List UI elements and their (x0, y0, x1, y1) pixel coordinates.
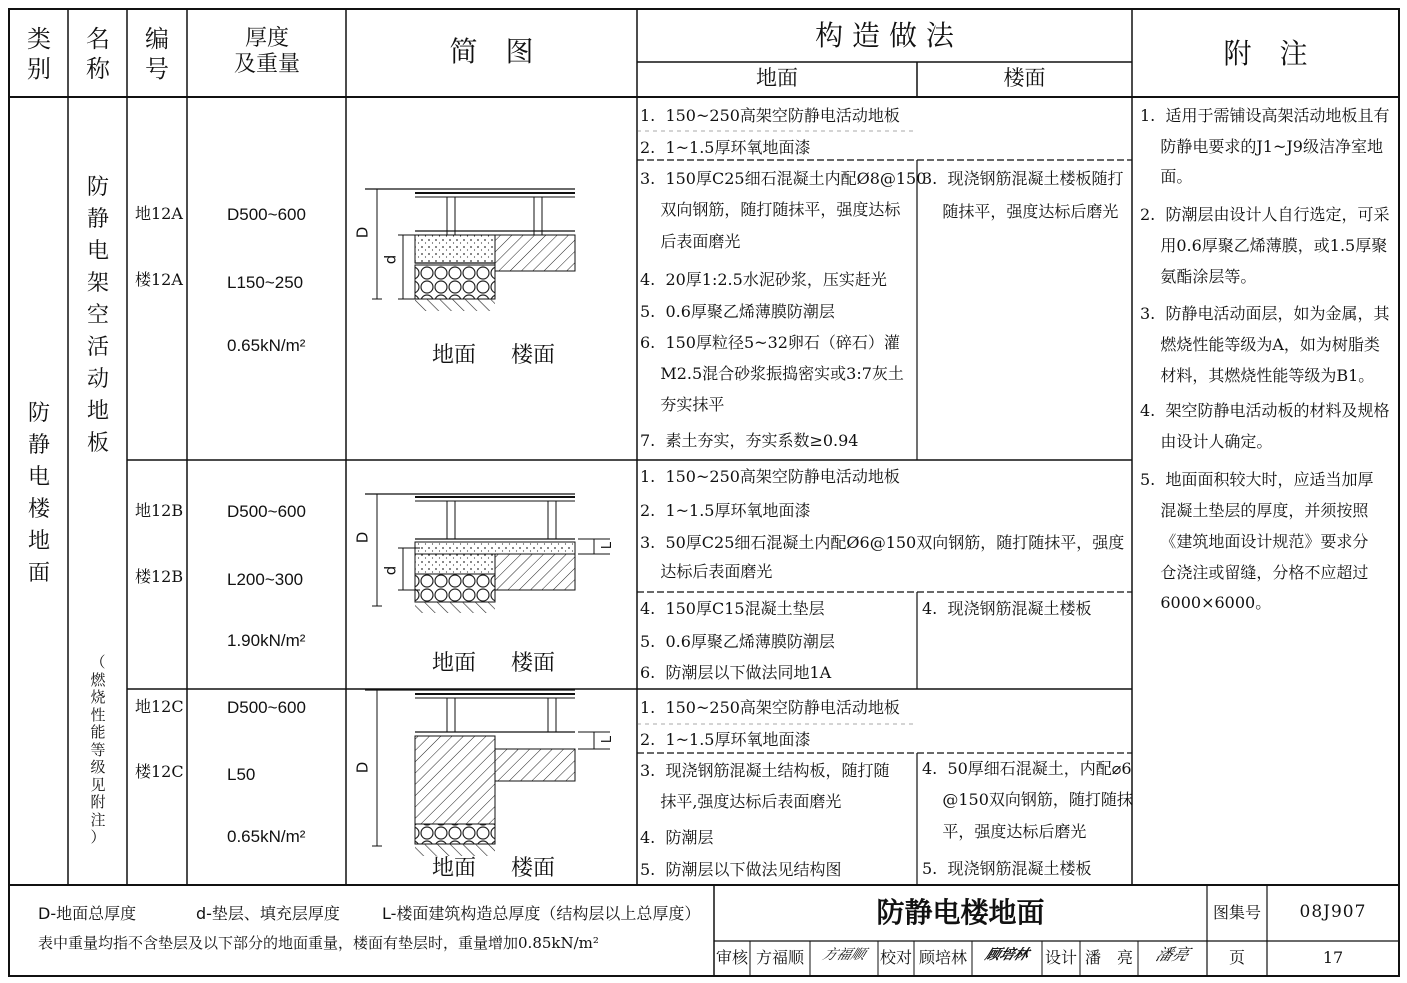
check-label: 校对 (879, 948, 912, 967)
atlas-label: 图集号 (1212, 903, 1261, 922)
ground-step: 4. 防潮层 (640, 828, 714, 847)
shared-step-12b-2: 2. 1~1.5厚环氧地面漆 (640, 501, 811, 520)
atlas-number: 08J907 (1299, 902, 1367, 922)
header-ground: 地面 (756, 66, 798, 90)
ground-step: 4. 150厚C15混凝土垫层 (640, 599, 825, 618)
note-line: 6000×6000。 (1140, 593, 1272, 612)
note-line: 防静电要求的J1~J9级洁净室地 (1140, 137, 1383, 156)
weight-12b: 1.90kN/m² (227, 631, 306, 650)
thickness-l-12a: L150~250 (227, 273, 304, 292)
designer-signature: 潘亮 (1153, 945, 1193, 964)
caption-floor-12b: 楼面 (511, 651, 556, 676)
caption-floor-12c: 楼面 (511, 856, 556, 881)
note-line: 4. 架空防静电活动板的材料及规格 (1140, 401, 1390, 420)
caption-ground-12b: 地面 (432, 651, 477, 676)
header-category: 类 别 (27, 25, 51, 83)
floor-step: 3. 现浇钢筋混凝土楼板随打 (922, 169, 1124, 188)
header-thickness: 厚度 及重量 (233, 26, 300, 77)
ground-step: 4. 20厚1:2.5水泥砂浆，压实赶光 (640, 270, 887, 289)
checker-name: 顾培林 (918, 948, 967, 967)
header-diagram: 简 图 (449, 35, 534, 68)
thickness-d-12b: D500~600 (227, 502, 306, 521)
section-diagram-12a (365, 189, 575, 311)
dim-label-small-d-12b: d (381, 565, 400, 576)
shared-step-12b-3: 3. 50厚C25细石混凝土内配Ø6@150双向钢筋，随打随抹平，强度 (640, 533, 1125, 552)
page-number: 17 (1322, 948, 1344, 967)
header-name: 名 称 (86, 25, 110, 83)
note-line: 氨酯涂层等。 (1140, 267, 1257, 286)
floor-step: 随抹平，强度达标后磨光 (922, 202, 1119, 221)
weight-note: 表中重量均指不含垫层及以下部分的地面重量，楼面有垫层时，重量增加0.85kN/m² (38, 934, 599, 952)
header-construction: 构 造 做 法 (815, 19, 954, 52)
ground-step: 6. 防潮层以下做法同地1A (640, 663, 832, 682)
note-line: 仓浇注或留缝，分格不应超过 (1140, 563, 1369, 582)
ground-step: 3. 现浇钢筋混凝土结构板，随打随 (640, 761, 890, 780)
floor-step: 4. 现浇钢筋混凝土楼板 (922, 599, 1092, 618)
design-label: 设计 (1044, 948, 1077, 967)
note-line: 由设计人确定。 (1140, 432, 1273, 451)
code-ground-12a: 地12A (135, 204, 183, 223)
legend-total-thickness: D-地面总厚度 (38, 904, 137, 923)
note-line: 混凝土垫层的厚度，并须按照 (1140, 501, 1369, 520)
shared-step-12a-2: 2. 1~1.5厚环氧地面漆 (640, 138, 811, 157)
ground-step: 7. 素土夯实，夯实系数≥0.94 (640, 431, 859, 450)
ground-step: 双向钢筋，随打随抹平，强度达标 (640, 200, 901, 219)
ground-step: 抹平,强度达标后表面磨光 (640, 792, 842, 811)
note-line: 用0.6厚聚乙烯薄膜，或1.5厚聚 (1140, 236, 1388, 255)
floor-step: 4. 50厚细石混凝土，内配⌀6 (922, 759, 1132, 778)
page-label: 页 (1228, 948, 1245, 967)
legend-cushion-thickness: d-垫层、填充层厚度 (196, 904, 340, 923)
caption-ground-12a: 地面 (432, 343, 477, 368)
shared-step-12c-2: 2. 1~1.5厚环氧地面漆 (640, 730, 811, 749)
code-floor-12a: 楼12A (135, 270, 183, 289)
ground-step: 5. 防潮层以下做法见结构图 (640, 860, 842, 879)
note-line: 5. 地面面积较大时，应适当加厚 (1140, 470, 1374, 489)
ground-step: 夯实抹平 (640, 395, 725, 414)
ground-step: 后表面磨光 (640, 232, 741, 251)
dim-label-small-d-12a: d (381, 254, 400, 265)
dim-label-d-12b: D (353, 531, 372, 544)
caption-floor-12a: 楼面 (511, 343, 556, 368)
note-line: 《建筑地面设计规范》要求分 (1140, 532, 1369, 551)
section-diagram-12c (365, 690, 610, 856)
note-line: 燃烧性能等级为A，如为树脂类 (1140, 335, 1380, 354)
ground-step: 5. 0.6厚聚乙烯薄膜防潮层 (640, 302, 835, 321)
floor-step: 平，强度达标后磨光 (922, 822, 1087, 841)
header-notes: 附 注 (1223, 37, 1308, 70)
ground-step: M2.5混合砂浆振捣密实或3:7灰土 (640, 364, 904, 383)
note-line: 材料，其燃烧性能等级为B1。 (1140, 366, 1375, 385)
code-floor-12c: 楼12C (135, 762, 184, 781)
designer-name: 潘 亮 (1084, 948, 1133, 967)
floor-step: @150双向钢筋，随打随抹 (922, 790, 1133, 809)
code-ground-12b: 地12B (135, 501, 184, 520)
shared-step-12a-1: 1. 150~250高架空防静电活动地板 (640, 106, 900, 125)
thickness-l-12c: L50 (227, 765, 256, 784)
caption-ground-12c: 地面 (432, 856, 477, 881)
checker-signature: 顾培林 (983, 947, 1031, 963)
sheet-title: 防静电楼地面 (876, 896, 1045, 929)
note-line: 面。 (1140, 167, 1193, 186)
ground-step: 5. 0.6厚聚乙烯薄膜防潮层 (640, 632, 835, 651)
note-line: 1. 适用于需铺设高架活动地板且有 (1140, 106, 1390, 125)
review-label: 审核 (715, 948, 748, 967)
item-name: 防 静 电 架 空 活 动 地 板 (86, 175, 109, 456)
floor-step: 5. 现浇钢筋混凝土楼板 (922, 859, 1092, 878)
dim-label-l-12b: L (600, 541, 616, 550)
item-name-note: （ 燃 烧 性 能 等 级 见 附 注 ） (90, 653, 106, 846)
shared-step-12b-1: 1. 150~250高架空防静电活动地板 (640, 467, 900, 486)
thickness-d-12c: D500~600 (227, 698, 306, 717)
weight-12a: 0.65kN/m² (227, 336, 306, 355)
shared-step-12c-1: 1. 150~250高架空防静电活动地板 (640, 698, 900, 717)
weight-12c: 0.65kN/m² (227, 827, 306, 846)
thickness-d-12a: D500~600 (227, 205, 306, 224)
header-floor: 楼面 (1003, 66, 1046, 90)
code-ground-12c: 地12C (135, 697, 184, 716)
shared-step-12b-4: 达标后表面磨光 (640, 562, 773, 581)
code-floor-12b: 楼12B (135, 567, 184, 586)
ground-step: 3. 150厚C25细石混凝土内配Ø8@150 (640, 169, 927, 188)
dim-label-d-12a: D (353, 226, 372, 239)
note-line: 2. 防潮层由设计人自行选定，可采 (1140, 205, 1390, 224)
dim-label-d-12c: D (353, 761, 372, 774)
category-label: 防 静 电 楼 地 面 (27, 401, 50, 586)
ground-step: 6. 150厚粒径5~32卵石（碎石）灌 (640, 333, 900, 352)
note-line: 3. 防静电活动面层，如为金属，其 (1140, 304, 1390, 323)
section-diagram-12b (365, 494, 610, 613)
thickness-l-12b: L200~300 (227, 570, 304, 589)
legend-floor-thickness: L-楼面建筑构造总厚度（结构层以上总厚度） (382, 904, 701, 923)
reviewer-signature: 方福顺 (820, 947, 868, 963)
header-number: 编 号 (145, 25, 169, 83)
dim-label-l-12c: L (600, 735, 616, 744)
reviewer-name: 方福顺 (755, 948, 804, 967)
